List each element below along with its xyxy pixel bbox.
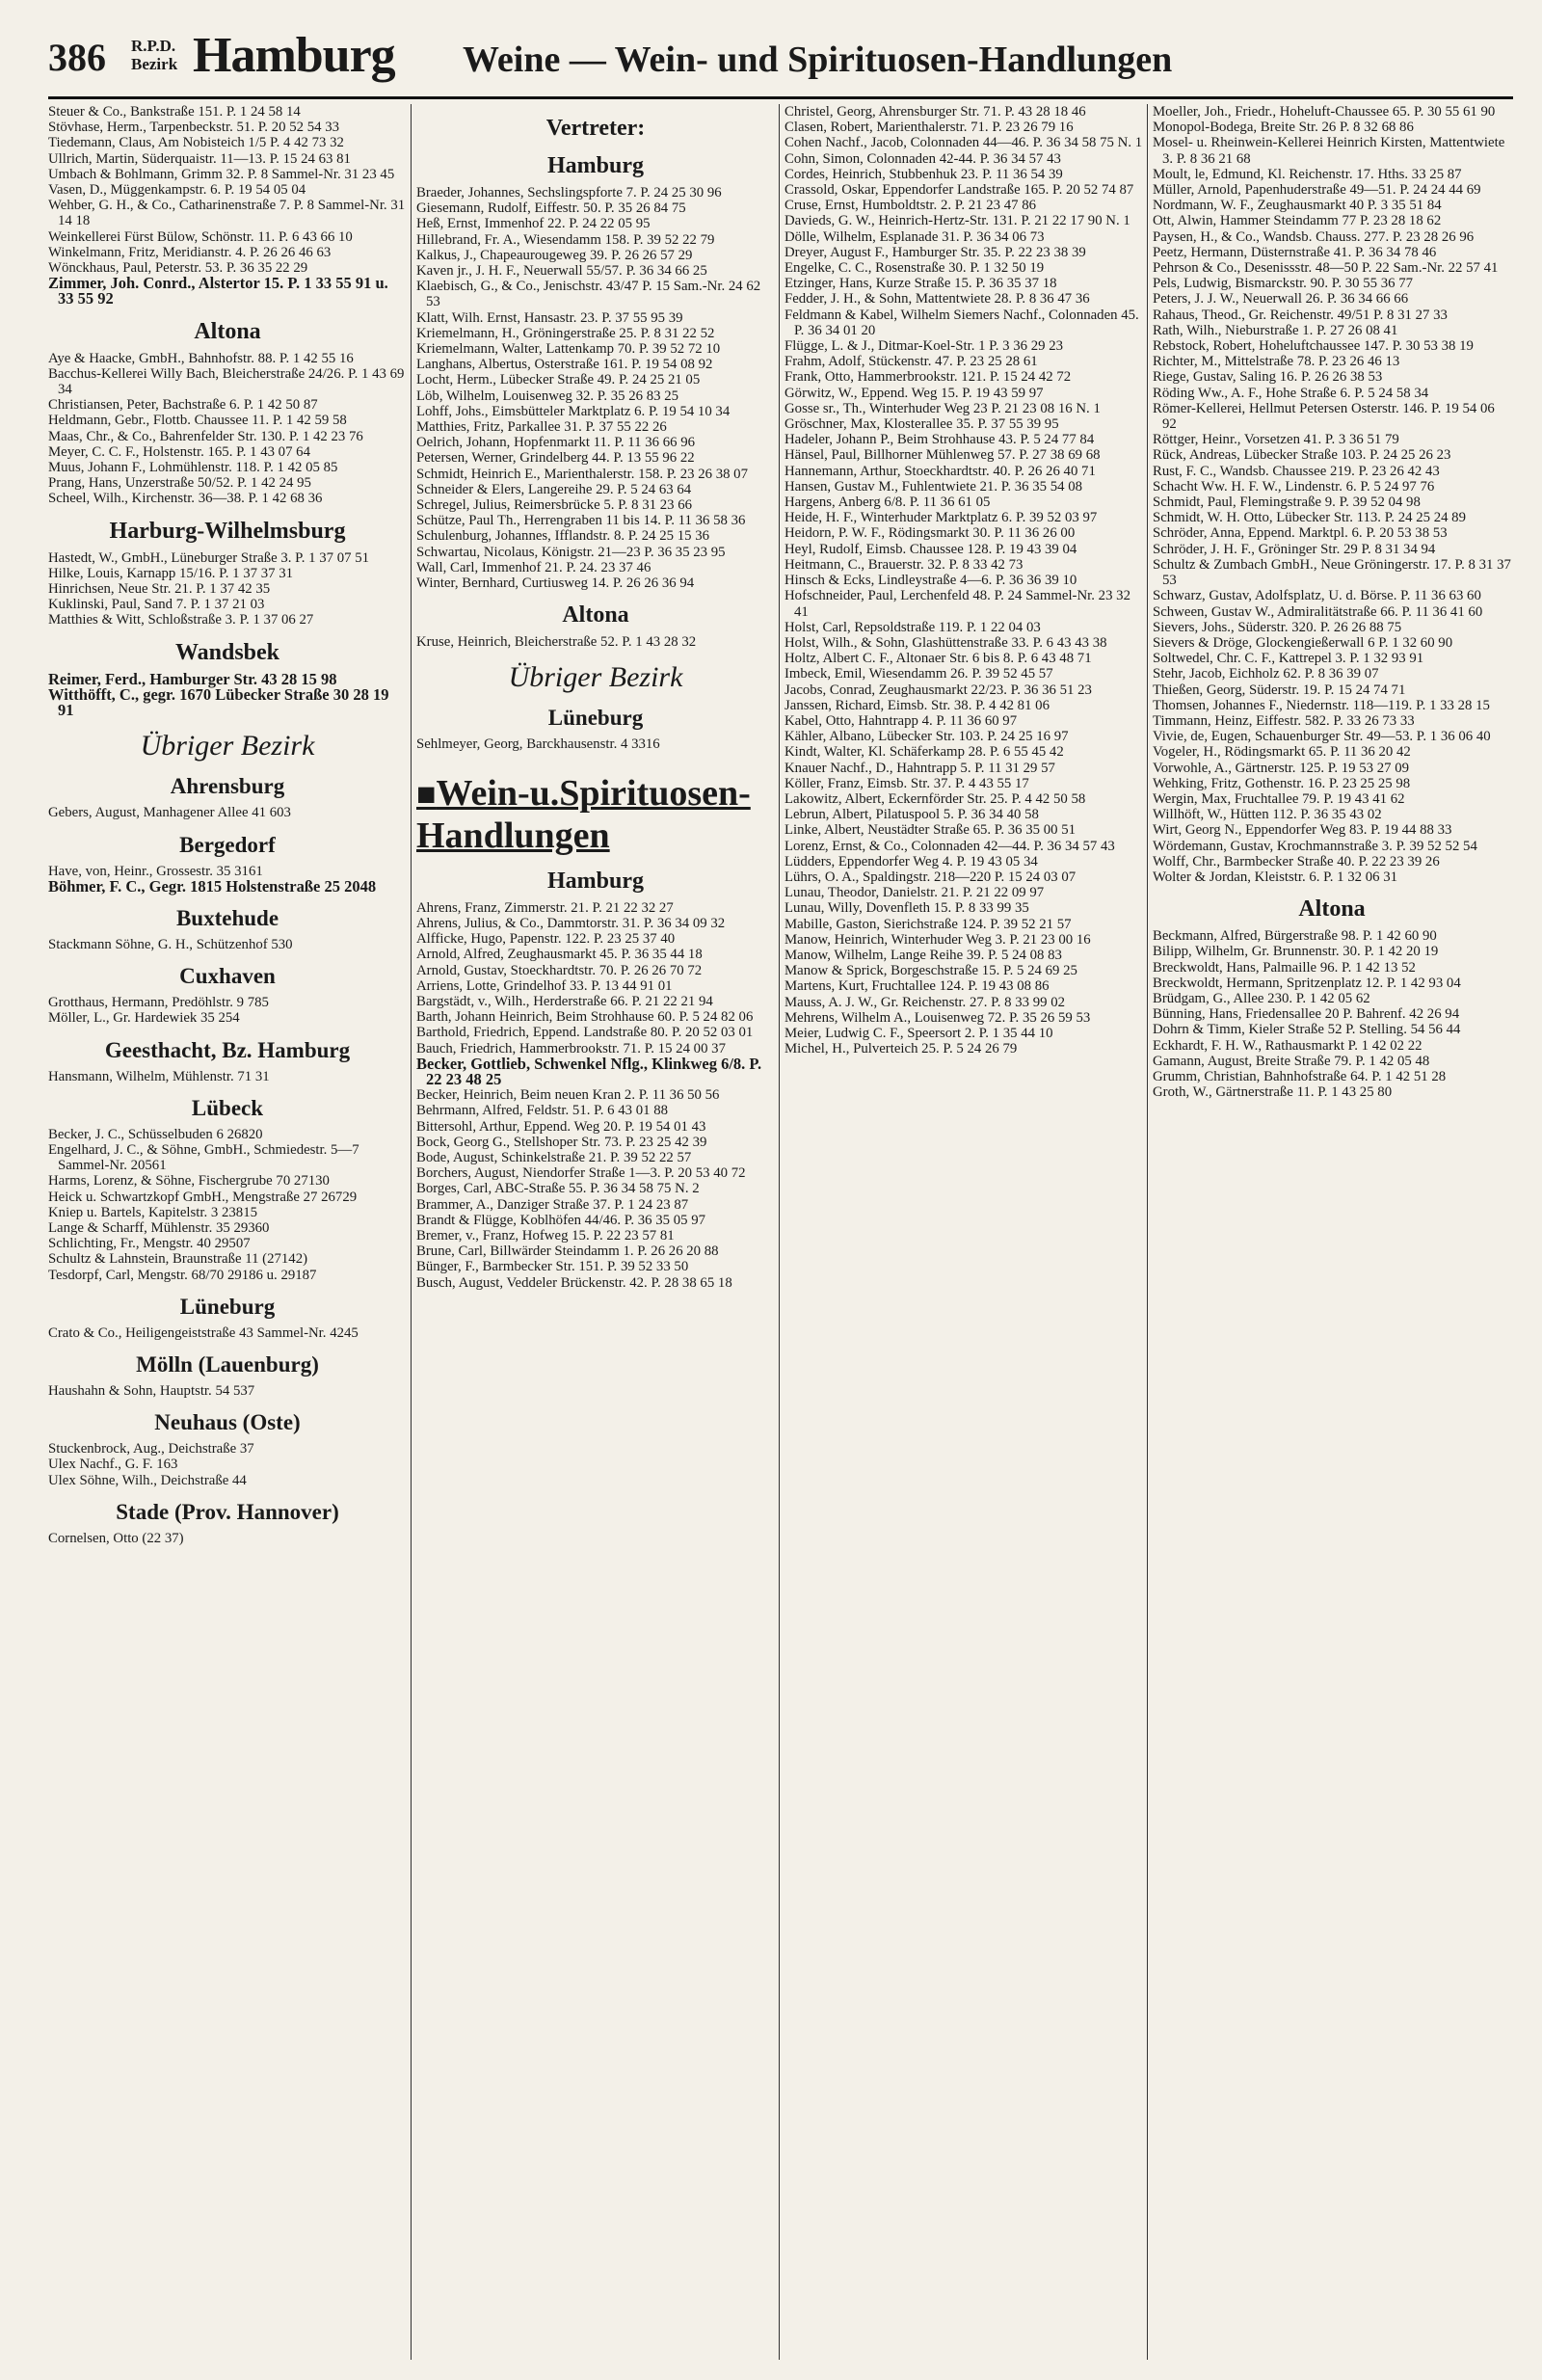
directory-entry: Heitmann, C., Brauerstr. 32. P. 8 33 42 73 <box>784 556 1024 573</box>
directory-entry: Schwarz, Gustav, Adolfsplatz, U. d. Börse. P. 11 36 63 60 <box>1153 588 1481 604</box>
directory-entry: Eckhardt, F. H. W., Rathausmarkt P. 1 42 02 22 <box>1153 1037 1422 1054</box>
directory-entry: Haushahn & Sohn, Hauptstr. 54 537 <box>48 1382 255 1399</box>
directory-entry: Kruse, Heinrich, Bleicherstraße 52. P. 1 43 28 32 <box>416 634 697 651</box>
directory-entry: Kähler, Albano, Lübecker Str. 103. P. 24 25 16 97 <box>784 729 1069 745</box>
directory-entry: Manow, Heinrich, Winterhuder Weg 3. P. 21 23 00 16 <box>784 931 1091 948</box>
directory-entry: Ullrich, Martin, Süderquaistr. 11—13. P. 15 24 63 81 <box>48 150 351 167</box>
directory-entry: Bode, August, Schinkelstraße 21. P. 39 52 22 57 <box>416 1149 692 1165</box>
directory-entry: Giesemann, Rudolf, Eiffestr. 50. P. 35 26 84 75 <box>416 201 686 217</box>
directory-entry: Scheel, Wilh., Kirchenstr. 36—38. P. 1 42 68 36 <box>48 491 323 507</box>
directory-entry: Vivie, de, Eugen, Schauenburger Str. 49—53. P. 1 36 06 40 <box>1153 729 1491 745</box>
directory-entry: Winter, Bernhard, Curtiusweg 14. P. 26 26 36 94 <box>416 575 695 592</box>
directory-entry: Bauch, Friedrich, Hammerbrookstr. 71. P. 15 24 00 37 <box>416 1040 726 1056</box>
directory-entry: Schween, Gustav W., Admiralitätstraße 66. P. 11 36 41 60 <box>1153 603 1483 620</box>
directory-entry: Timmann, Heinz, Eiffestr. 582. P. 33 26 73 33 <box>1153 712 1415 729</box>
directory-entry: Kabel, Otto, Hahntrapp 4. P. 11 36 60 97 <box>784 712 1018 729</box>
directory-entry: Sievers & Dröge, Glockengießerwall 6 P. 1 32 60 90 <box>1153 634 1453 651</box>
directory-entry: Peters, J. J. W., Neuerwall 26. P. 36 34 66 66 <box>1153 291 1409 308</box>
directory-entry: Röttger, Heinr., Vorsetzen 41. P. 3 36 51 79 <box>1153 432 1399 448</box>
directory-entry: Bremer, v., Franz, Hofweg 15. P. 22 23 57 81 <box>416 1227 675 1243</box>
section-heading: Hamburg <box>546 868 644 894</box>
directory-entry: Becker, Gottlieb, Schwenkel Nflg., Klinkweg 6/8. P. 22 23 48 25 <box>416 1054 762 1088</box>
directory-entry: Bittersohl, Arthur, Eppend. Weg 20. P. 19 54 01 43 <box>416 1118 706 1135</box>
directory-entry: Kindt, Walter, Kl. Schäferkamp 28. P. 6 55 45 42 <box>784 744 1064 761</box>
directory-entry: Schmidt, Paul, Flemingstraße 9. P. 39 52 04 98 <box>1153 495 1421 511</box>
directory-entry: Kriemelmann, Walter, Lattenkamp 70. P. 39 52 72 10 <box>416 341 721 358</box>
directory-entry: Lebrun, Albert, Pilatuspool 5. P. 36 34 40 58 <box>784 807 1039 823</box>
directory-entry: Monopol-Bodega, Breite Str. 26 P. 8 32 68 86 <box>1153 120 1414 136</box>
directory-entry: Willhöft, W., Hütten 112. P. 36 35 43 02 <box>1153 807 1382 823</box>
bezirk-label: Bezirk <box>131 55 178 73</box>
directory-entry: Stackmann Söhne, G. H., Schützenhof 530 <box>48 936 293 952</box>
directory-entry: Hastedt, W., GmbH., Lüneburger Straße 3. P. 1 37 07 51 <box>48 549 370 566</box>
directory-entry: Heldmann, Gebr., Flottb. Chaussee 11. P. 1 42 59 58 <box>48 413 347 429</box>
directory-entry: Hillebrand, Fr. A., Wiesendamm 158. P. 39 52 22 79 <box>416 231 715 248</box>
directory-entry: Mosel- u. Rheinwein-Kellerei Heinrich Kirsten, Mattentwiete 3. P. 8 36 21 68 <box>1153 135 1505 167</box>
directory-entry: Gebers, August, Manhagener Allee 41 603 <box>48 805 291 821</box>
directory-entry: Arnold, Gustav, Stoeckhardtstr. 70. P. 26 26 70 72 <box>416 962 703 978</box>
directory-entry: Heide, H. F., Winterhuder Marktplatz 6. P. 39 52 03 97 <box>784 510 1098 526</box>
directory-entry: Klaebisch, G., & Co., Jenischstr. 43/47 P. 15 Sam.-Nr. 24 62 53 <box>416 279 761 310</box>
directory-entry: Groth, W., Gärtnerstraße 11. P. 1 43 25 80 <box>1153 1084 1393 1101</box>
directory-entry: Hinsch & Ecks, Lindleystraße 4—6. P. 36 36 39 10 <box>784 573 1077 589</box>
section-title: Weine — Wein- und Spirituosen-Handlungen <box>463 40 1173 80</box>
directory-entry: Cordes, Heinrich, Stubbenhuk 23. P. 11 36 54 39 <box>784 166 1063 182</box>
directory-entry: Brandt & Flügge, Koblhöfen 44/46. P. 36 35 05 97 <box>416 1212 706 1228</box>
directory-entry: Rück, Andreas, Lübecker Straße 103. P. 24 25 26 23 <box>1153 447 1451 464</box>
directory-entry: Hargens, Anberg 6/8. P. 11 36 61 05 <box>784 495 991 511</box>
directory-entry: Hänsel, Paul, Billhorner Mühlenweg 57. P. 27 38 69 68 <box>784 447 1101 464</box>
directory-entry: Bünger, F., Barmbecker Str. 151. P. 39 52 33 50 <box>416 1259 689 1275</box>
page-number: 386 <box>48 36 106 79</box>
directory-entry: Böhmer, F. C., Gegr. 1815 Holstenstraße 25 2048 <box>48 876 377 896</box>
section-heading: Bergedorf <box>179 832 276 857</box>
directory-entry: Jacobs, Conrad, Zeughausmarkt 22/23. P. 36 36 51 23 <box>784 682 1092 698</box>
directory-entry: Sehlmeyer, Georg, Barckhausenstr. 4 3316 <box>416 736 660 753</box>
directory-entry: Bargstädt, v., Wilh., Herderstraße 66. P. 21 22 21 94 <box>416 993 713 1009</box>
directory-entry: Frank, Otto, Hammerbrookstr. 121. P. 15 24 42 72 <box>784 369 1072 386</box>
directory-entry: Mauss, A. J. W., Gr. Reichenstr. 27. P. 8 33 99 02 <box>784 994 1066 1010</box>
directory-entry: Heick u. Schwartzkopf GmbH., Mengstraße 27 26729 <box>48 1189 358 1205</box>
directory-entry: Cornelsen, Otto (22 37) <box>48 1530 184 1546</box>
rpd-label: R.P.D. <box>131 37 176 55</box>
directory-entry: Schacht Ww. H. F. W., Lindenstr. 6. P. 5 24 97 76 <box>1153 478 1435 495</box>
directory-entry: Barth, Johann Heinrich, Beim Strohhause 60. P. 5 24 82 06 <box>416 1009 754 1026</box>
section-heading: Übriger Bezirk <box>508 661 683 694</box>
section-heading: Mölln (Lauenburg) <box>136 1351 319 1377</box>
section-heading: Lüneburg <box>547 706 644 731</box>
directory-entry: Stövhase, Herm., Tarpenbeckstr. 51. P. 20 52 54 33 <box>48 120 339 136</box>
directory-entry: Feldmann & Kabel, Wilhelm Siemers Nachf., Colonnaden 45. P. 36 34 01 20 <box>784 307 1139 338</box>
directory-entry: Braeder, Johannes, Sechslingspforte 7. P. 24 25 30 96 <box>416 185 722 201</box>
directory-entry: Reimer, Ferd., Hamburger Str. 43 28 15 98 <box>48 669 337 688</box>
directory-entry: Matthies & Witt, Schloßstraße 3. P. 1 37 06 27 <box>48 612 314 628</box>
directory-entry: Rahaus, Theod., Gr. Reichenstr. 49/51 P. 8 31 27 33 <box>1153 307 1448 323</box>
directory-entry: Heyl, Rudolf, Eimsb. Chaussee 128. P. 19 43 39 04 <box>784 541 1077 557</box>
directory-entry: Michel, H., Pulverteich 25. P. 5 24 26 79 <box>784 1041 1018 1057</box>
directory-entry: Schultz & Zumbach GmbH., Neue Gröningerstr. 17. P. 8 31 37 53 <box>1153 556 1511 589</box>
directory-entry: Wergin, Max, Fruchtallee 79. P. 19 43 41 62 <box>1153 790 1405 807</box>
directory-entry: Wehber, G. H., & Co., Catharinenstraße 7. P. 8 Sammel-Nr. 31 14 18 <box>48 198 406 229</box>
directory-entry: Busch, August, Veddeler Brückenstr. 42. P. 28 38 65 18 <box>416 1274 732 1291</box>
directory-entry: Ulex Nachf., G. F. 163 <box>48 1457 178 1473</box>
directory-entry: Umbach & Bohlmann, Grimm 32. P. 8 Sammel-Nr. 31 23 45 <box>48 166 395 182</box>
column-3 <box>784 104 1143 2360</box>
directory-entry: Hinrichsen, Neue Str. 21. P. 1 37 42 35 <box>48 581 271 598</box>
directory-entry: Schwartau, Nicolaus, Königstr. 21—23 P. 36 35 23 95 <box>416 544 726 560</box>
directory-entry: Meyer, C. C. F., Holstenstr. 165. P. 1 43 07 64 <box>48 443 310 460</box>
directory-entry: Stuckenbrock, Aug., Deichstraße 37 <box>48 1441 254 1457</box>
directory-entry: Wolff, Chr., Barmbecker Straße 40. P. 22 23 39 26 <box>1153 853 1440 869</box>
section-heading: Stade (Prov. Hannover) <box>116 1499 339 1524</box>
directory-entry: Arnold, Alfred, Zeughausmarkt 45. P. 36 35 44 18 <box>416 947 703 963</box>
directory-entry: Riege, Gustav, Saling 16. P. 26 26 38 53 <box>1153 369 1383 386</box>
directory-entry: Grumm, Christian, Bahnhofstraße 64. P. 1 42 51 28 <box>1153 1068 1447 1084</box>
directory-entry: Meier, Ludwig C. F., Speersort 2. P. 1 35 44 10 <box>784 1025 1053 1041</box>
directory-entry: Fedder, J. H., & Sohn, Mattentwiete 28. P. 8 36 47 36 <box>784 291 1090 308</box>
directory-entry: Schröder, Anna, Eppend. Marktpl. 6. P. 20 53 38 53 <box>1153 525 1448 542</box>
directory-entry: Engelke, C. C., Rosenstraße 30. P. 1 32 50 19 <box>784 260 1045 277</box>
directory-entry: Winkelmann, Fritz, Meridianstr. 4. P. 26 26 46 63 <box>48 244 332 260</box>
column-1 <box>48 104 407 2360</box>
directory-entry: Bacchus-Kellerei Willy Bach, Bleicherstraße 24/26. P. 1 43 69 34 <box>48 365 405 398</box>
directory-entry: Brune, Carl, Billwärder Steindamm 1. P. 26 26 20 88 <box>416 1243 719 1260</box>
directory-entry: Schmidt, Heinrich E., Marienthalerstr. 158. P. 23 26 38 07 <box>416 466 748 482</box>
directory-entry: Breckwoldt, Hermann, Spritzenplatz 12. P. 1 42 93 04 <box>1153 975 1461 991</box>
directory-entry: Wehking, Fritz, Gothenstr. 16. P. 23 25 25 98 <box>1153 775 1411 791</box>
directory-entry: Beckmann, Alfred, Bürgerstraße 98. P. 1 42 60 90 <box>1153 928 1437 945</box>
directory-entry: Müller, Arnold, Papenhuderstraße 49—51. P. 24 24 44 69 <box>1153 182 1481 199</box>
section-heading: Altona <box>1298 896 1366 923</box>
directory-entry: Schultz & Lahnstein, Braunstraße 11 (27142) <box>48 1251 308 1268</box>
directory-entry: Alfficke, Hugo, Papenstr. 122. P. 23 25 37 40 <box>416 931 676 948</box>
directory-entry: Vorwohle, A., Gärtnerstr. 125. P. 19 53 27 09 <box>1153 760 1410 776</box>
directory-entry: Oelrich, Johann, Hopfenmarkt 11. P. 11 36 66 96 <box>416 435 696 451</box>
directory-entry: Cruse, Ernst, Humboldtstr. 2. P. 21 23 47 86 <box>784 198 1037 214</box>
directory-entry: Schneider & Elers, Langereihe 29. P. 5 24 63 64 <box>416 481 692 497</box>
directory-entry: Etzinger, Hans, Kurze Straße 15. P. 36 35 37 18 <box>784 276 1057 292</box>
column-2 <box>416 104 775 2360</box>
column-divider <box>411 104 412 2360</box>
directory-entry: Vogeler, H., Rödingsmarkt 65. P. 11 36 20 42 <box>1153 744 1411 761</box>
directory-entry: Richter, M., Mittelstraße 78. P. 23 26 46 13 <box>1153 354 1400 370</box>
directory-entry: Holst, Carl, Repsoldstraße 119. P. 1 22 04 03 <box>784 619 1041 635</box>
directory-entry: Barthold, Friedrich, Eppend. Landstraße 80. P. 20 52 03 01 <box>416 1025 754 1041</box>
directory-entry: Schröder, J. H. F., Gröninger Str. 29 P. 8 31 34 94 <box>1153 541 1436 557</box>
directory-entry: Gamann, August, Breite Straße 79. P. 1 42 05 48 <box>1153 1053 1430 1069</box>
directory-entry: Peetz, Hermann, Düsternstraße 41. P. 36 34 78 46 <box>1153 244 1437 260</box>
directory-entry: Mehrens, Wilhelm A., Louisenweg 72. P. 35 26 59 53 <box>784 1009 1091 1026</box>
directory-entry: Bünning, Hans, Friedensallee 20 P. Bahrenf. 42 26 94 <box>1153 1006 1460 1023</box>
directory-entry: Ulex Söhne, Wilh., Deichstraße 44 <box>48 1472 247 1488</box>
directory-entry: Lange & Scharff, Mühlenstr. 35 29360 <box>48 1219 270 1236</box>
directory-entry: Klatt, Wilh. Ernst, Hansastr. 23. P. 37 55 95 39 <box>416 309 683 326</box>
page-header <box>48 27 1513 96</box>
directory-entry: Kaven jr., J. H. F., Neuerwall 55/57. P. 36 34 66 25 <box>416 263 707 280</box>
directory-entry: Moult, le, Edmund, Kl. Reichenstr. 17. Hths. 33 25 87 <box>1153 166 1462 182</box>
directory-entry: Dölle, Wilhelm, Esplanade 31. P. 36 34 06 73 <box>784 228 1045 245</box>
directory-entry: Matthies, Fritz, Parkallee 31. P. 37 55 22 26 <box>416 419 667 436</box>
directory-entry: Rebstock, Robert, Hoheluftchaussee 147. P. 30 53 38 19 <box>1153 338 1474 355</box>
directory-entry: Kniep u. Bartels, Kapitelstr. 3 23815 <box>48 1204 257 1220</box>
city-name: Hamburg <box>193 28 395 83</box>
directory-entry: Lohff, Johs., Eimsbütteler Marktplatz 6. P. 19 54 10 34 <box>416 403 731 419</box>
directory-entry: Aye & Haacke, GmbH., Bahnhofstr. 88. P. 1 42 55 16 <box>48 350 354 366</box>
directory-entry: Christiansen, Peter, Bachstraße 6. P. 1 42 50 87 <box>48 397 318 414</box>
directory-entry: Paysen, H., & Co., Wandsb. Chauss. 277. P. 23 28 26 96 <box>1153 228 1475 245</box>
directory-entry: Thomsen, Johannes F., Niedernstr. 118—119. P. 1 33 28 15 <box>1153 697 1490 713</box>
directory-entry: Arriens, Lotte, Grindelhof 33. P. 13 44 91 01 <box>416 977 673 994</box>
directory-entry: Holst, Wilh., & Sohn, Glashüttenstraße 33. P. 6 43 43 38 <box>784 634 1107 651</box>
directory-entry: Holtz, Albert C. F., Altonaer Str. 6 bis 8. P. 6 43 48 71 <box>784 651 1092 667</box>
directory-entry: Mabille, Gaston, Sierichstraße 124. P. 39 52 21 57 <box>784 916 1072 932</box>
directory-entry: Rust, F. C., Wandsb. Chaussee 219. P. 23 26 42 43 <box>1153 463 1440 479</box>
directory-entry: Wirt, Georg N., Eppendorfer Weg 83. P. 19 44 88 33 <box>1153 822 1452 839</box>
directory-entry: Lakowitz, Albert, Eckernförder Str. 25. P. 4 42 50 58 <box>784 790 1086 807</box>
directory-entry: Heidorn, P. W. F., Rödingsmarkt 30. P. 11 36 26 00 <box>784 525 1076 542</box>
directory-entry: Muus, Johann F., Lohmühlenstr. 118. P. 1 42 05 85 <box>48 460 338 476</box>
directory-entry: Ahrens, Julius, & Co., Dammtorstr. 31. P. 36 34 09 32 <box>416 915 726 931</box>
directory-entry: Wolter & Jordan, Kleiststr. 6. P. 1 32 06 31 <box>1153 869 1398 885</box>
column-divider <box>1147 104 1148 2360</box>
directory-entry: Cohn, Simon, Colonnaden 42-44. P. 36 34 57 43 <box>784 150 1061 167</box>
directory-entry: Dreyer, August F., Hamburger Str. 35. P. 22 23 38 39 <box>784 244 1086 260</box>
directory-entry: Pehrson & Co., Desenissstr. 48—50 P. 22 Sam.-Nr. 22 57 41 <box>1153 260 1499 277</box>
directory-entry: Heß, Ernst, Immenhof 22. P. 24 22 05 95 <box>416 216 651 232</box>
directory-entry: Pels, Ludwig, Bismarckstr. 90. P. 30 55 36 77 <box>1153 276 1414 292</box>
directory-entry: Wördemann, Gustav, Krochmannstraße 3. P. 39 52 52 54 <box>1153 838 1477 854</box>
directory-entry: Röding Ww., A. F., Hohe Straße 6. P. 5 24 58 34 <box>1153 385 1429 401</box>
section-heading: Cuxhaven <box>179 964 276 989</box>
directory-entry: Zimmer, Joh. Conrd., Alstertor 15. P. 1 33 55 91 u. 33 55 92 <box>48 274 388 308</box>
directory-entry: Davieds, G. W., Heinrich-Hertz-Str. 131. P. 21 22 17 90 N. 1 <box>784 213 1130 229</box>
directory-entry: Ott, Alwin, Hammer Steindamm 77 P. 23 28 18 62 <box>1153 213 1442 229</box>
directory-entry: Frahm, Adolf, Stückenstr. 47. P. 23 25 28 61 <box>784 354 1038 370</box>
directory-entry: Witthöfft, C., gegr. 1670 Lübecker Straße 30 28 19 91 <box>48 684 389 720</box>
directory-entry: Kriemelmann, H., Gröningerstraße 25. P. 8 31 22 52 <box>416 325 715 341</box>
directory-entry: Schütze, Paul Th., Herrengraben 11 bis 14. P. 11 36 58 36 <box>416 513 746 529</box>
directory-entry: Kuklinski, Paul, Sand 7. P. 1 37 21 03 <box>48 597 265 613</box>
directory-entry: Crassold, Oskar, Eppendorfer Landstraße 165. P. 20 52 74 87 <box>784 182 1134 199</box>
section-heading: Übriger Bezirk <box>140 730 315 762</box>
directory-entry: Hansmann, Wilhelm, Mühlenstr. 71 31 <box>48 1068 270 1084</box>
directory-entry: Schmidt, W. H. Otto, Lübecker Str. 113. P. 24 25 24 89 <box>1153 510 1466 526</box>
directory-entry: Thießen, Georg, Süderstr. 19. P. 15 24 74 71 <box>1153 682 1406 698</box>
directory-entry: Tiedemann, Claus, Am Nobisteich 1/5 P. 4 42 73 32 <box>48 135 344 151</box>
directory-entry: Nordmann, W. F., Zeughausmarkt 40 P. 3 35 51 84 <box>1153 198 1442 214</box>
directory-entry: Brüdgam, G., Allee 230. P. 1 42 05 62 <box>1153 990 1370 1006</box>
directory-entry: Bock, Georg G., Stellshoper Str. 73. P. 23 25 42 39 <box>416 1134 707 1150</box>
directory-entry: Manow, Wilhelm, Lange Reihe 39. P. 5 24 08 83 <box>784 947 1062 963</box>
section-heading: Altona <box>562 602 629 628</box>
directory-entry: Römer-Kellerei, Hellmut Petersen Osterstr. 146. P. 19 54 06 92 <box>1153 400 1495 433</box>
directory-entry: Vasen, D., Müggenkampstr. 6. P. 19 54 05 04 <box>48 182 306 199</box>
directory-entry: Sievers, Johs., Süderstr. 320. P. 26 26 88 75 <box>1153 619 1402 635</box>
directory-entry: Wönckhaus, Paul, Peterstr. 53. P. 36 35 22 29 <box>48 260 308 277</box>
directory-entry: Weinkellerei Fürst Bülow, Schönstr. 11. P. 6 43 66 10 <box>48 228 353 245</box>
directory-entry: Prang, Hans, Unzerstraße 50/52. P. 1 42 24 95 <box>48 475 311 492</box>
section-heading: Lüneburg <box>179 1294 276 1319</box>
directory-entry: Brammer, A., Danziger Straße 37. P. 1 24 23 87 <box>416 1196 689 1213</box>
directory-entry: Lorenz, Ernst, & Co., Colonnaden 42—44. P. 36 34 57 43 <box>784 838 1115 854</box>
directory-entry: Wall, Carl, Immenhof 21. P. 24. 23 37 46 <box>416 559 651 575</box>
directory-entry: Bilipp, Wilhelm, Gr. Brunnenstr. 30. P. 1 42 20 19 <box>1153 944 1439 960</box>
directory-entry: Borges, Carl, ABC-Straße 55. P. 36 34 58 75 N. 2 <box>416 1181 700 1197</box>
section-heading: Vertreter: <box>545 116 646 141</box>
section-heading: Geesthacht, Bz. Hamburg <box>104 1037 351 1062</box>
directory-entry: Lührs, O. A., Spaldingstr. 218—220 P. 15 24 03 07 <box>784 869 1077 885</box>
section-heading: Neuhaus (Oste) <box>154 1410 301 1435</box>
directory-entry: Köller, Franz, Eimsb. Str. 37. P. 4 43 55 17 <box>784 775 1029 791</box>
header-rule <box>48 96 1513 99</box>
directory-entry: Rath, Wilh., Nieburstraße 1. P. 27 26 08 41 <box>1153 322 1398 338</box>
section-heading: Wandsbek <box>174 639 280 665</box>
directory-entry: Becker, J. C., Schüsselbuden 6 26820 <box>48 1126 263 1142</box>
directory-entry: Crato & Co., Heiligengeiststraße 43 Sammel-Nr. 4245 <box>48 1324 359 1341</box>
directory-entry: Linke, Albert, Neustädter Straße 65. P. 36 35 00 51 <box>784 822 1077 839</box>
directory-entry: Stehr, Jacob, Eichholz 62. P. 8 36 39 07 <box>1153 666 1379 682</box>
district-label <box>131 37 177 73</box>
directory-entry: Langhans, Albertus, Osterstraße 161. P. 19 54 08 92 <box>416 357 713 373</box>
directory-entry: Cohen Nachf., Jacob, Colonnaden 44—46. P. 36 34 58 75 N. 1 <box>784 135 1143 151</box>
directory-entry: Schulenburg, Johannes, Ifflandstr. 8. P. 24 25 15 36 <box>416 528 710 545</box>
directory-entry: Martens, Kurt, Fruchtallee 124. P. 19 43 08 86 <box>784 978 1050 995</box>
directory-entry: Löb, Wilhelm, Louisenweg 32. P. 35 26 83 25 <box>416 388 679 404</box>
directory-entry: Maas, Chr., & Co., Bahrenfelder Str. 130. P. 1 42 23 76 <box>48 428 363 444</box>
section-heading: Harburg-Wilhelmsburg <box>109 518 346 544</box>
directory-entry: Gosse sr., Th., Winterhuder Weg 23 P. 21 23 08 16 N. 1 <box>784 400 1101 416</box>
directory-entry: Tesdorpf, Carl, Mengstr. 68/70 29186 u. 29187 <box>48 1267 317 1283</box>
directory-entry: Christel, Georg, Ahrensburger Str. 71. P. 43 28 18 46 <box>784 104 1086 120</box>
directory-entry: Hannemann, Arthur, Stoeckhardtstr. 40. P. 26 26 40 71 <box>784 463 1096 479</box>
section-heading: Buxtehude <box>175 905 279 930</box>
directory-entry: Hadeler, Johann P., Beim Strohhause 43. P. 5 24 77 84 <box>784 432 1095 448</box>
directory-entry: Hansen, Gustav M., Fuhlentwiete 21. P. 36 35 54 08 <box>784 478 1083 495</box>
section-heading: Lübeck <box>191 1095 264 1120</box>
directory-entry: Kalkus, J., Chapeaurougeweg 39. P. 26 26 57 29 <box>416 247 693 263</box>
section-heading: Ahrensburg <box>170 774 285 799</box>
directory-entry: Locht, Herm., Lübecker Straße 49. P. 24 25 21 05 <box>416 372 701 388</box>
directory-entry: Breckwoldt, Hans, Palmaille 96. P. 1 42 13 52 <box>1153 959 1416 976</box>
directory-entry: Hilke, Louis, Karnapp 15/16. P. 1 37 37 31 <box>48 565 293 581</box>
directory-entry: Soltwedel, Chr. C. F., Kattrepel 3. P. 1 32 93 91 <box>1153 651 1424 667</box>
directory-entry: Lunau, Willy, Dovenfleth 15. P. 8 33 99 35 <box>784 900 1029 917</box>
column-4 <box>1153 104 1511 2360</box>
directory-entry: Petersen, Werner, Grindelberg 44. P. 13 55 96 22 <box>416 450 695 467</box>
directory-entry: Möller, L., Gr. Hardewiek 35 254 <box>48 1010 240 1027</box>
directory-entry: Becker, Heinrich, Beim neuen Kran 2. P. 11 36 50 56 <box>416 1087 720 1104</box>
section-heading: Hamburg <box>546 153 644 178</box>
directory-entry: Ahrens, Franz, Zimmerstr. 21. P. 21 22 32 27 <box>416 899 674 916</box>
directory-entry: Schlichting, Fr., Mengstr. 40 29507 <box>48 1236 251 1252</box>
directory-entry: Flügge, L. & J., Ditmar-Koel-Str. 1 P. 3 36 29 23 <box>784 338 1064 355</box>
directory-entry: Engelhard, J. C., & Söhne, GmbH., Schmiedestr. 5—7 Sammel-Nr. 20561 <box>48 1141 359 1174</box>
directory-entry: Grotthaus, Hermann, Predöhlstr. 9 785 <box>48 995 269 1011</box>
directory-entry: Behrmann, Alfred, Feldstr. 51. P. 6 43 01 88 <box>416 1103 668 1119</box>
directory-entry: Harms, Lorenz, & Söhne, Fischergrube 70 27130 <box>48 1173 330 1190</box>
directory-entry: Dohrn & Timm, Kieler Straße 52 P. Stelling. 54 56 44 <box>1153 1022 1461 1038</box>
directory-entry: Schregel, Julius, Reimersbrücke 5. P. 8 31 23 66 <box>416 497 693 514</box>
directory-entry: Borchers, August, Niendorfer Straße 1—3. P. 20 53 40 72 <box>416 1165 746 1182</box>
directory-entry: Lunau, Theodor, Danielstr. 21. P. 21 22 09 97 <box>784 885 1045 901</box>
directory-entry: Steuer & Co., Bankstraße 151. P. 1 24 58 14 <box>48 104 301 120</box>
section-heading: Altona <box>194 318 261 344</box>
directory-entry: Have, von, Heinr., Grossestr. 35 3161 <box>48 863 263 879</box>
directory-entry: Hofschneider, Paul, Lerchenfeld 48. P. 24 Sammel-Nr. 23 32 41 <box>784 588 1130 620</box>
directory-entry: Görwitz, W., Eppend. Weg 15. P. 19 43 59 97 <box>784 385 1044 401</box>
directory-entry: Gröschner, Max, Klosterallee 35. P. 37 55 39 95 <box>784 416 1059 433</box>
directory-entry: Janssen, Richard, Eimsb. Str. 38. P. 4 42 81 06 <box>784 697 1050 713</box>
column-divider <box>779 104 780 2360</box>
directory-entry: Knauer Nachf., D., Hahntrapp 5. P. 11 31 29 57 <box>784 760 1055 776</box>
directory-entry: Manow & Sprick, Borgeschstraße 15. P. 5 24 69 25 <box>784 963 1077 979</box>
directory-entry: Lüdders, Eppendorfer Weg 4. P. 19 43 05 34 <box>784 853 1038 869</box>
directory-entry: Moeller, Joh., Friedr., Hoheluft-Chaussee 65. P. 30 55 61 90 <box>1153 104 1496 120</box>
section-heading: ■ Wein-u.Spirituosen-Handlungen <box>416 772 775 857</box>
directory-entry: Clasen, Robert, Marienthalerstr. 71. P. 23 26 79 16 <box>784 120 1074 136</box>
directory-entry: Imbeck, Emil, Wiesendamm 26. P. 39 52 45 57 <box>784 666 1053 682</box>
